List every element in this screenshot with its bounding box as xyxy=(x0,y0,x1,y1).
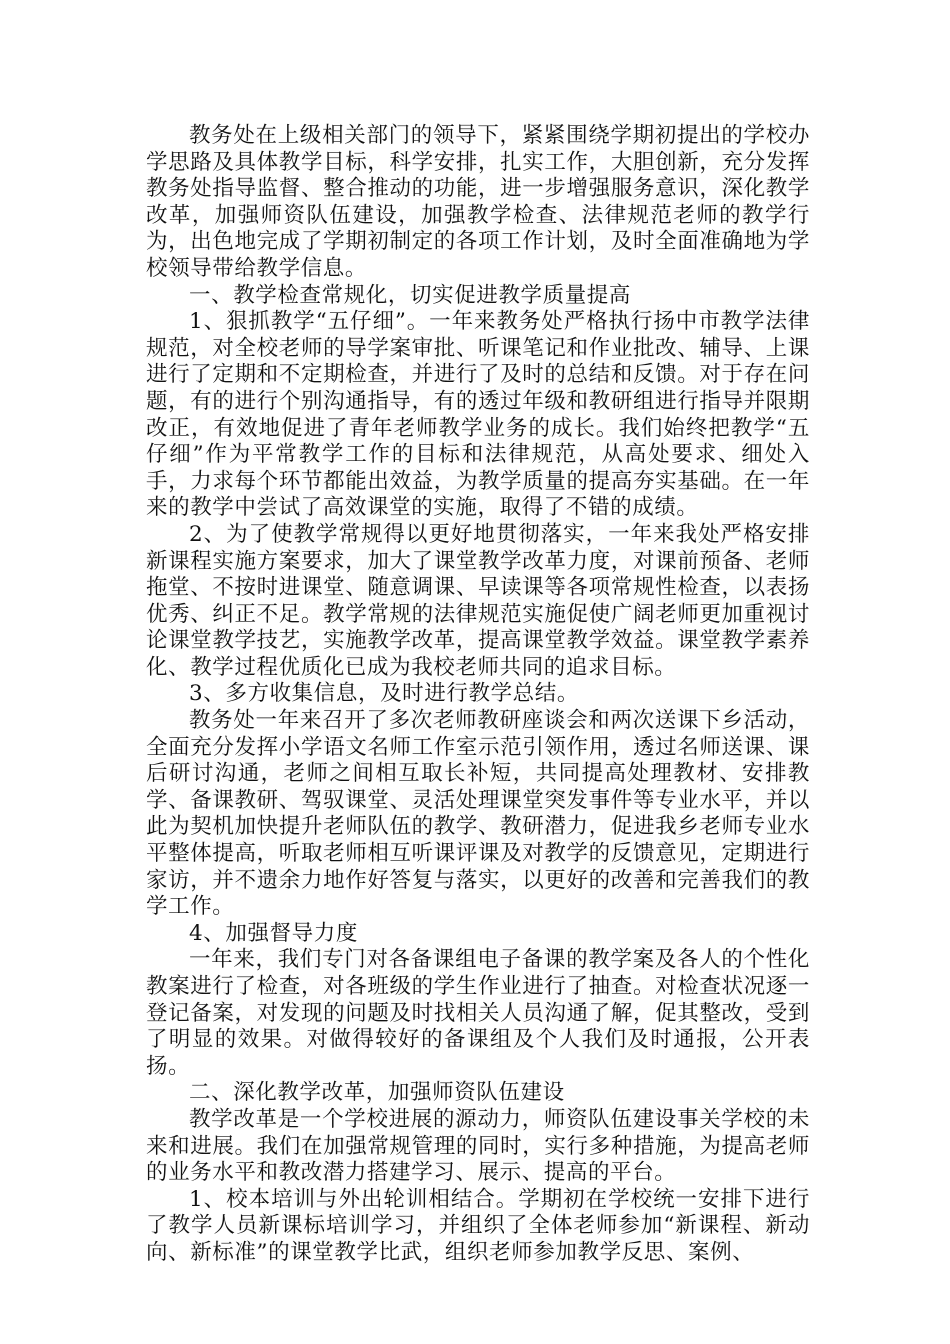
paragraph-section-2-intro: 教学改革是一个学校进展的源动力，师资队伍建设事关学校的未来和进展。我们在加强常规管理的同时，实行多种措施，为提高老师的业务水平和教改潜力搭建学习、展示、提高的平台。 xyxy=(146,1106,810,1186)
paragraph-item-4-heading: 4、加强督导力度 xyxy=(189,920,358,946)
paragraph-section-2-item-1: 1、校本培训与外出轮训相结合。学期初在学校统一安排下进行了教学人员新课标培训学习，并组织了全体老师参加“新课程、新动向、新标准”的课堂教学比武，组织老师参加教学反思、案例、 xyxy=(146,1186,810,1265)
section-heading-1: 一、教学检查常规化，切实促进教学质量提高 xyxy=(189,282,632,308)
paragraph-item-1: 1、狠抓教学“五仔细”。一年来教务处严格执行扬中市教学法律规范，对全校老师的导学案审批、听课笔记和作业批改、辅导、上课进行了定期和不定期检查，并进行了及时的总结和反馈。对于存在问题，有的进行个别沟通指导，有的透过年级和教研组进行指导并限期改正，有效地促进了青年老师教学业务的成长。我们始终把教学“五仔细”作为平常教学工作的目标和法律规范，从高处要求、细处入手，力求每个环节都能出效益，为教学质量的提高夯实基础。在一年来的教学中尝试了高效课堂的实施，取得了不错的成绩。 xyxy=(146,309,810,521)
paragraph-item-2: 2、为了使教学常规得以更好地贯彻落实，一年来我处严格安排新课程实施方案要求，加大了课堂教学改革力度，对课前预备、老师拖堂、不按时进课堂、随意调课、早读课等各项常规性检查，以表扬优秀、纠正不足。教学常规的法律规范实施促使广阔老师更加重视讨论课堂教学技艺，实施教学改革，提高课堂教学效益。课堂教学素养化、教学过程优质化已成为我校老师共同的追求目标。 xyxy=(146,521,810,680)
section-heading-2: 二、深化教学改革，加强师资队伍建设 xyxy=(189,1080,565,1106)
document-body xyxy=(146,123,810,1267)
paragraph-intro: 教务处在上级相关部门的领导下，紧紧围绕学期初提出的学校办学思路及具体教学目标，科学安排，扎实工作，大胆创新，充分发挥教务处指导监督、整合推动的功能，进一步增强服务意识，深化教学改革，加强师资队伍建设，加强教学检查、法律规范老师的教学行为，出色地完成了学期初制定的各项工作计划，及时全面准确地为学校领导带给教学信息。 xyxy=(146,123,810,281)
paragraph-item-3-body: 教务处一年来召开了多次老师教研座谈会和两次送课下乡活动，全面充分发挥小学语文名师工作室示范引领作用，透过名师送课、课后研讨沟通，老师之间相互取长补短，共同提高处理教材、安排教学、备课教研、驾驭课堂、灵活处理课堂突发事件等专业水平，并以此为契机加快提升老师队伍的教学、教研潜力，促进我乡老师专业水平整体提高，听取老师相互听课评课及对教学的反馈意见，定期进行家访，并不遗余力地作好答复与落实，以更好的改善和完善我们的教学工作。 xyxy=(146,708,810,920)
paragraph-item-4-body: 一年来，我们专门对各备课组电子备课的教学案及各人的个性化教案进行了检查，对各班级的学生作业进行了抽查。对检查状况逐一登记备案，对发现的问题及时找相关人员沟通了解，促其整改，受到了明显的效果。对做得较好的备课组及个人我们及时通报，公开表扬。 xyxy=(146,947,810,1079)
paragraph-item-3-heading: 3、多方收集信息，及时进行教学总结。 xyxy=(189,681,579,707)
